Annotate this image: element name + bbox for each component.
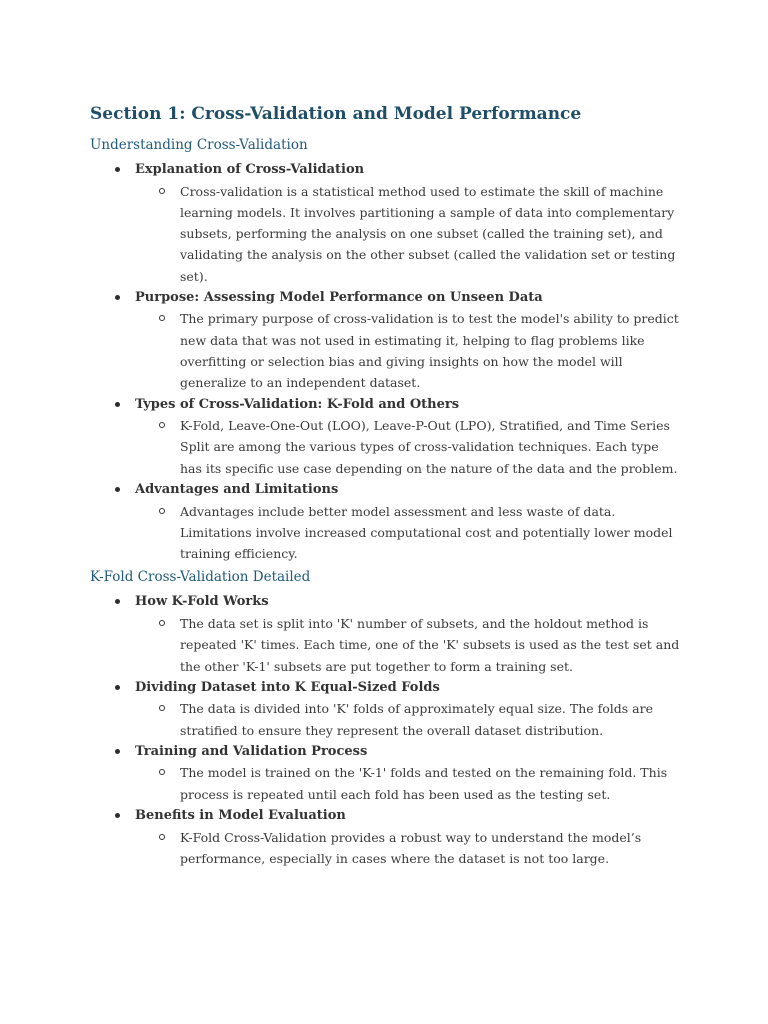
hollow-circle-bullet-icon	[159, 315, 165, 321]
sub-bullet-list	[135, 308, 690, 393]
sub-bullet-text: The primary purpose of cross-validation is to test the model's ability to predict new data that was not used in estimating it, helping to flag problems like overfitting or selection bias and giving insights on how the model will generalize to an independent dataset.	[180, 311, 679, 391]
sub-bullet-list	[135, 181, 690, 287]
bullet-item	[90, 741, 690, 805]
hollow-circle-bullet-icon	[159, 188, 165, 194]
bullet-title: Benefits in Model Evaluation	[135, 808, 346, 824]
sub-bullet-text: K-Fold Cross-Validation provides a robust way to understand the model’s performance, especially in cases where the dataset is not too large.	[180, 829, 642, 866]
bullet-item	[90, 479, 690, 564]
sub-bullet-list	[135, 501, 690, 565]
sub-bullet-list	[135, 613, 690, 677]
sub-bullet-list	[135, 698, 690, 741]
hollow-circle-bullet-icon	[159, 508, 165, 514]
bullet-title: Explanation of Cross-Validation	[135, 162, 365, 177]
bullet-dot-icon	[115, 599, 120, 604]
sub-bullet-text: K-Fold, Leave-One-Out (LOO), Leave-P-Out (LPO), Stratified, and Time Series Split are among the various types of cross-validation techniques. Each type has its specific use case depending on the nature of the data and the problem.	[180, 418, 678, 476]
bullet-dot-icon	[115, 295, 120, 300]
bullet-title: Training and Validation Process	[135, 743, 368, 759]
bullet-item	[90, 394, 690, 479]
hollow-circle-bullet-icon	[159, 705, 165, 711]
bullet-dot-icon	[115, 813, 120, 818]
sub-bullet-text: Advantages include better model assessment and less waste of data. Limitations involve increased computational cost and potentially lower model training efficiency.	[180, 503, 673, 562]
document-content	[90, 135, 690, 869]
document-page	[90, 102, 690, 872]
hollow-circle-bullet-icon	[159, 620, 165, 626]
bullet-item	[90, 287, 690, 394]
bullet-item	[90, 591, 690, 676]
sub-bullet-item	[135, 415, 690, 479]
bullet-list	[90, 159, 690, 564]
sub-bullet-item	[135, 698, 690, 741]
bullet-dot-icon	[115, 685, 120, 690]
sub-bullet-item	[135, 827, 690, 870]
subsection-heading: K-Fold Cross-Validation Detailed	[90, 569, 311, 586]
bullet-item	[90, 159, 690, 287]
bullet-item	[90, 677, 690, 741]
hollow-circle-bullet-icon	[159, 422, 165, 428]
subsection-heading: Understanding Cross-Validation	[90, 137, 308, 153]
bullet-dot-icon	[115, 402, 120, 407]
bullet-dot-icon	[115, 167, 120, 172]
hollow-circle-bullet-icon	[159, 834, 165, 840]
bullet-title: Purpose: Assessing Model Performance on Unseen Data	[135, 289, 543, 305]
bullet-dot-icon	[115, 487, 120, 492]
sub-bullet-item	[135, 613, 690, 677]
bullet-title: Types of Cross-Validation: K-Fold and Others	[135, 396, 460, 412]
sub-bullet-list	[135, 827, 690, 870]
hollow-circle-bullet-icon	[159, 769, 165, 775]
sub-bullet-item	[135, 308, 690, 393]
bullet-list	[90, 591, 690, 869]
bullet-dot-icon	[115, 749, 120, 754]
bullet-title: Dividing Dataset into K Equal-Sized Folds	[135, 679, 440, 695]
sub-bullet-item	[135, 762, 690, 805]
section-title: Section 1: Cross-Validation and Model Performance	[90, 104, 582, 124]
sub-bullet-text: The data is divided into 'K' folds of approximately equal size. The folds are stratified to ensure they represent the overall dataset distribution.	[180, 701, 654, 738]
bullet-title: Advantages and Limitations	[135, 482, 339, 498]
sub-bullet-item	[135, 181, 690, 287]
sub-bullet-item	[135, 501, 690, 565]
subsection	[90, 567, 690, 869]
sub-bullet-text: The data set is split into 'K' number of subsets, and the holdout method is repeated 'K' times. Each time, one of the 'K' subsets is used as the test set and the other 'K-1' subsets are put together to form a training set.	[180, 615, 680, 674]
bullet-item	[90, 805, 690, 869]
sub-bullet-text: The model is trained on the 'K-1' folds and tested on the remaining fold. This process is repeated until each fold has been used as the testing set.	[180, 765, 668, 802]
subsection	[90, 135, 690, 564]
sub-bullet-list	[135, 762, 690, 805]
sub-bullet-text: Cross-validation is a statistical method used to estimate the skill of machine learning models. It involves partitioning a sample of data into complementary subsets, performing the analysis on one subset (called the training set), and validating the analysis on the other subset (called the validation set or testing set).	[180, 183, 676, 284]
bullet-title: How K-Fold Works	[135, 594, 269, 610]
sub-bullet-list	[135, 415, 690, 479]
